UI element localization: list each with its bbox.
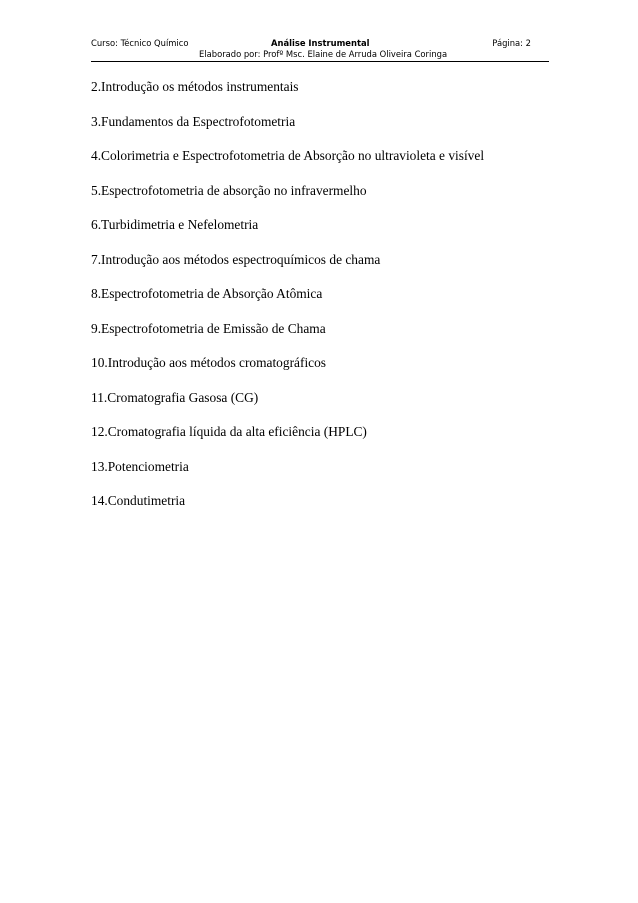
toc-item: 12.Cromatografia líquida da alta eficiência (HPLC) <box>91 424 367 439</box>
toc-item: 9.Espectrofotometria de Emissão de Chama <box>91 320 326 336</box>
author-line: Elaborado por: Profº Msc. Elaine de Arruda Oliveira Coringa <box>199 49 448 59</box>
toc-item: 3.Fundamentos da Espectrofotometria <box>91 113 296 129</box>
toc-item: 10.Introdução aos métodos cromatográficos <box>91 355 327 370</box>
page-number: Página: 2 <box>492 38 531 48</box>
toc-item: 5.Espectrofotometria de absorção no infravermelho <box>91 182 367 198</box>
toc-item: 8.Espectrofotometria de Absorção Atômica <box>91 286 323 301</box>
toc-item: 13.Potenciometria <box>91 458 189 474</box>
toc-item: 6.Turbidimetria e Nefelometria <box>91 217 259 232</box>
toc-item: 7.Introdução aos métodos espectroquímicos de chama <box>91 251 381 267</box>
page-header <box>91 38 549 62</box>
toc-item: 14.Condutimetria <box>91 493 186 508</box>
toc-item: 2.Introdução os métodos instrumentais <box>91 79 299 94</box>
toc-item: 4.Colorimetria e Espectrofotometria de Absorção no ultravioleta e visível <box>91 148 485 163</box>
document-title: Análise Instrumental <box>271 38 370 48</box>
toc-item: 11.Cromatografia Gasosa (CG) <box>91 389 259 405</box>
table-of-contents <box>91 78 561 527</box>
course-label: Curso: Técnico Químico <box>91 38 189 48</box>
